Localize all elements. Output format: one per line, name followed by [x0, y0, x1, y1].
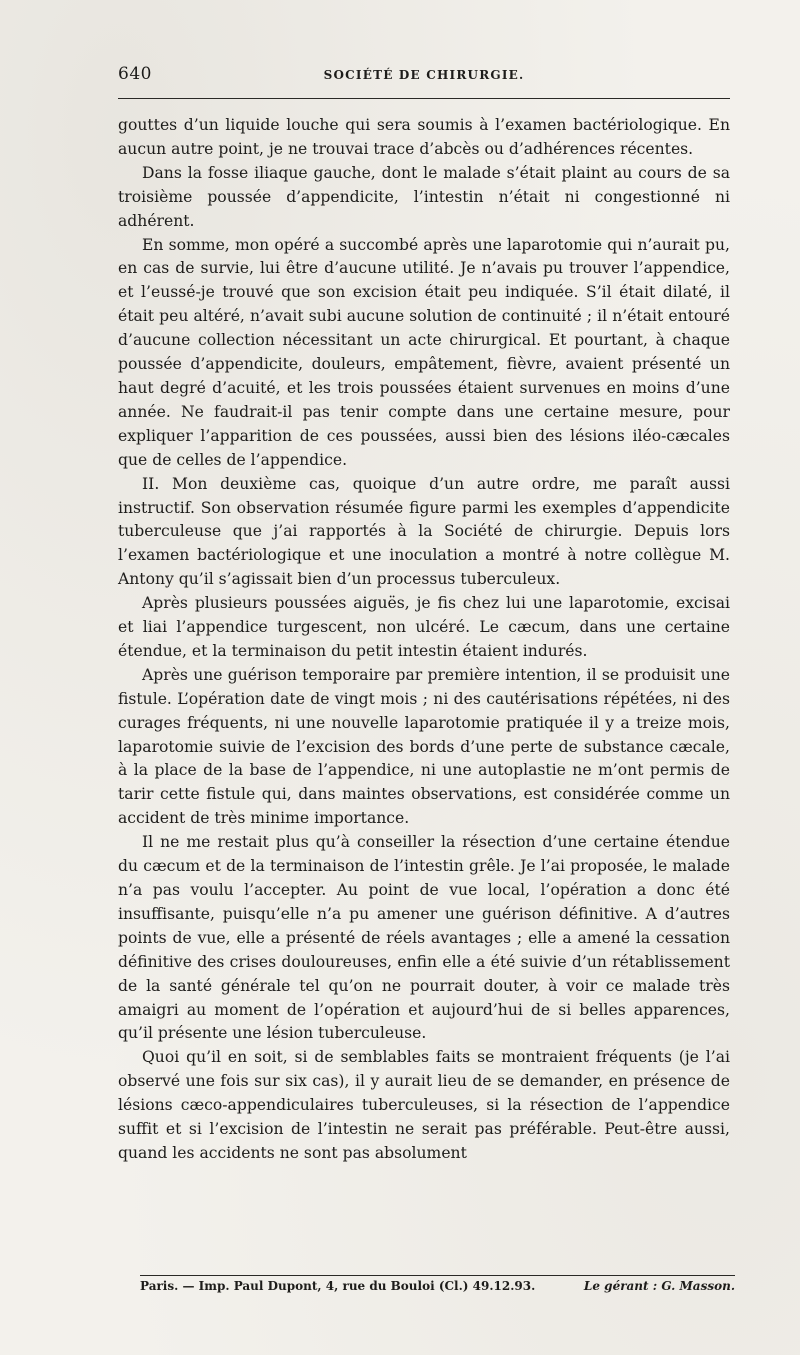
paragraph: En somme, mon opéré a succombé après une laparotomie qui n’aurait pu, en cas de survie, lui être d’aucune utilité. Je n’avais pu trouver l’appendice, et l’eussé-je trouvé que son excision était peu indiquée. S’il était dilaté, il était peu altéré, n’avait subi aucune solution de continuité ; il n’était entouré d’aucune collection nécessitant un acte chirurgical. Et pourtant, à chaque poussée d’appendicite, douleurs, empâtement, fièvre, avaient présenté un haut degré d’acuité, et les trois poussées étaient survenues en moins d’une année. Ne faudrait-il pas tenir compte dans une certaine mesure, pour expliquer l’apparition de ces poussées, aussi bien des lésions iléo-cæcales que de celles de l’appendice.	[118, 235, 730, 469]
paragraph-continuation: gouttes d’un liquide louche qui sera soumis à l’examen bactériologique. En aucun autre point, je ne trouvai trace d’abcès ou d’adhérences récentes.	[118, 116, 730, 158]
running-head: SOCIÉTÉ DE CHIRURGIE.	[323, 68, 525, 82]
page-number: 640	[118, 64, 152, 84]
body-text	[118, 114, 730, 1166]
printer-footer	[140, 1275, 735, 1300]
header-rule	[118, 98, 730, 99]
paragraph-case-two: II. Mon deuxième cas, quoique d’un autre ordre, me paraît aussi instructif. Son observation résumée figure parmi les exemples d’appendicite tuberculeuse que j’ai rapportés à la Société de chirurgie. Depuis lors l’examen bactériologique et une inoculation a montré à notre collègue M. Antony qu’il s’agissait bien d’un processus tuberculeux.	[118, 474, 730, 589]
paragraph: Après une guérison temporaire par première intention, il se produisit une fistule. L’opération date de vingt mois ; ni des cautérisations répétées, ni des curages fréquents, ni une nouvelle laparotomie pratiquée il y a treize mois, laparotomie suivie de l’excision des bords d’une perte de substance cæcale, à la place de la base de l’appendice, ni une autoplastie ne m’ont permis de tarir cette fistule qui, dans maintes observations, est considérée comme un accident de très minime importance.	[118, 665, 730, 828]
page-header	[118, 64, 730, 94]
gerant-line: Le gérant : G. Masson.	[583, 1279, 735, 1293]
paragraph: Dans la fosse iliaque gauche, dont le malade s’était plaint au cours de sa troisième poussée d’appendicite, l’intestin n’était ni congestionné ni adhérent.	[118, 163, 730, 230]
paragraph: Après plusieurs poussées aiguës, je fis chez lui une laparotomie, excisai et liai l’appendice turgescent, non ulcéré. Le cæcum, dans une certaine étendue, et la terminaison du petit intestin étaient indurés.	[118, 594, 730, 660]
paragraph: Il ne me restait plus qu’à conseiller la résection d’une certaine étendue du cæcum et de la terminaison de l’intestin grêle. Je l’ai proposée, le malade n’a pas voulu l’accepter. Au point de vue local, l’opération a donc été insuffisante, puisqu’elle n’a pu amener une guérison définitive. A d’autres points de vue, elle a présenté de réels avantages ; elle a amené la cessation définitive des crises douloureuses, enfin elle a été suivie d’un rétablissement de la santé générale tel qu’on ne pourrait douter, à voir ce malade très amaigri au moment de l’opération et aujourd’hui de si belles apparences, qu’il présente une lésion tuberculeuse.	[118, 833, 730, 1043]
printer-imprint: Paris. — Imp. Paul Dupont, 4, rue du Bouloi (Cl.) 49.12.93.	[140, 1279, 536, 1293]
paragraph: Quoi qu’il en soit, si de semblables faits se montraient fréquents (je l’ai observé une fois sur six cas), il y aurait lieu de se demander, en présence de lésions cæco-appendiculaires tuberculeuses, si la résection de l’appendice suffit et si l’excision de l’intestin ne serait pas préférable. Peut-être aussi, quand les accidents ne sont pas absolument	[118, 1048, 730, 1162]
